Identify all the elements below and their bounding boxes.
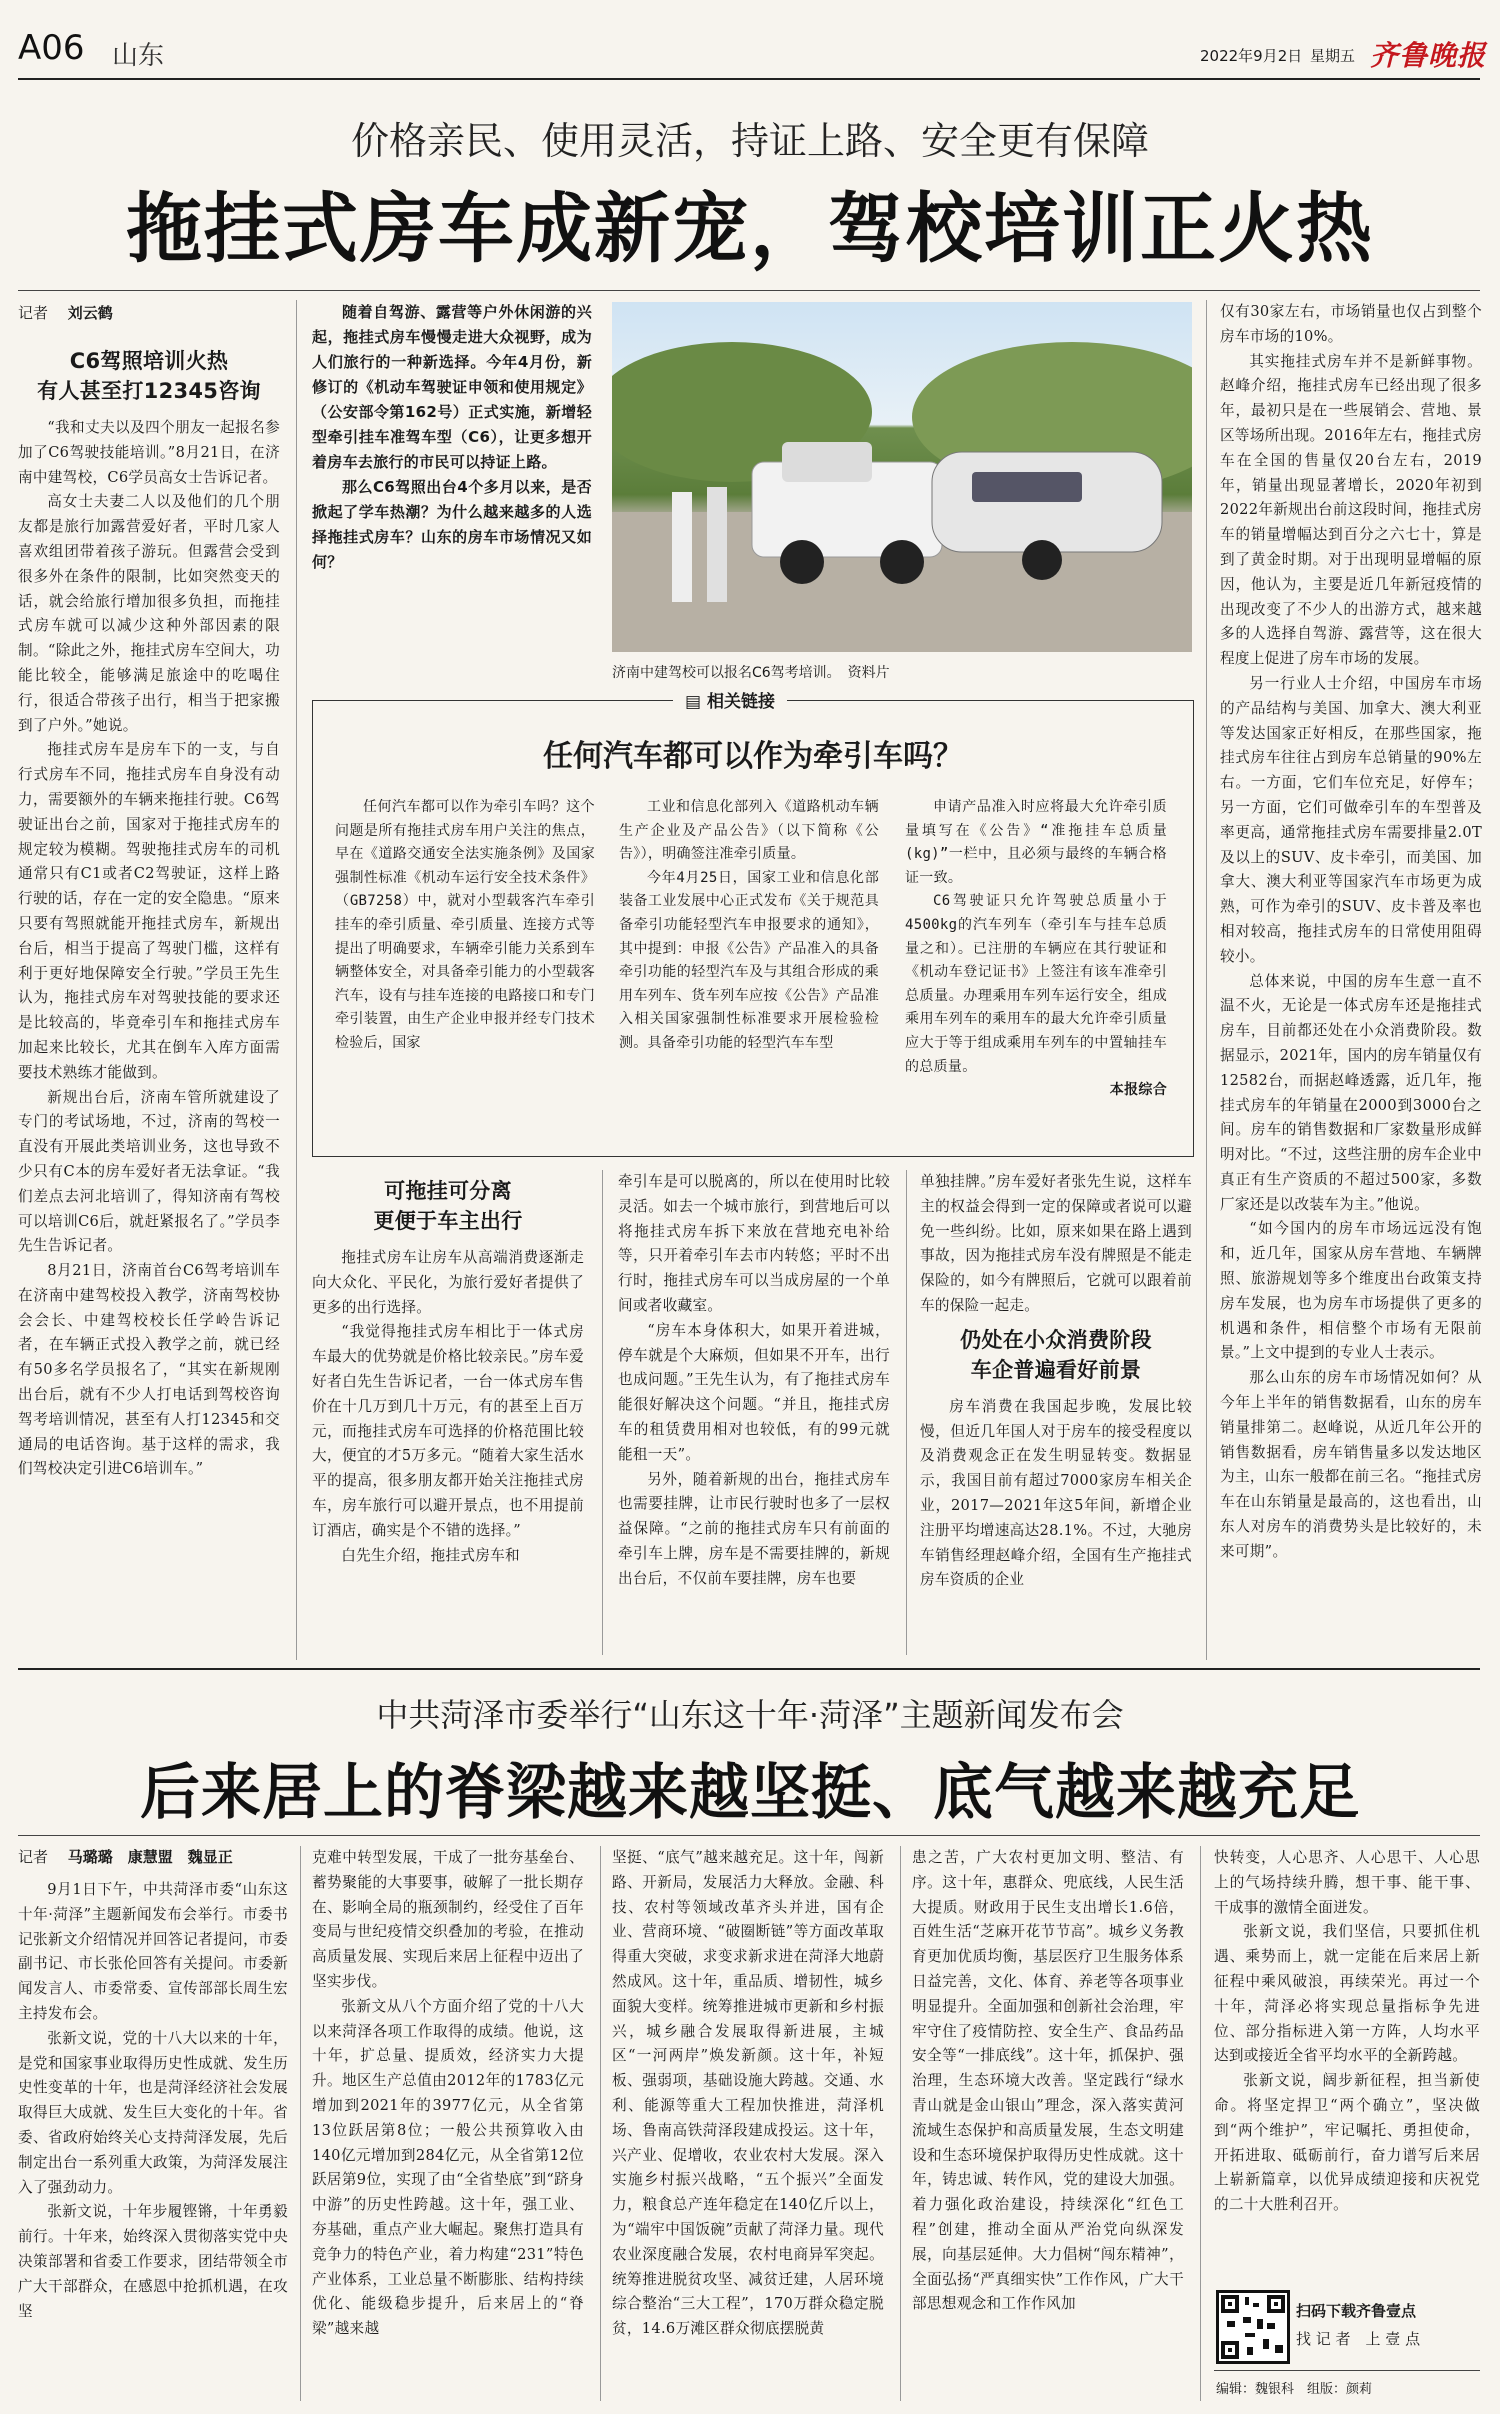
story1-column-3 (618, 1170, 890, 1655)
lead-paragraph: 随着自驾游、露营等户外休闲游的兴起，拖挂式房车慢慢走进大众视野，成为人们旅行的一种新选择。今年4月份，新修订的《机动车驾驶证申领和使用规定》（公安部令第162号）正式实施，新增轻型牵引挂车准驾车型（C6），让更多想开着房车去旅行的市民可以持证上路。 (312, 303, 592, 471)
paragraph: 牵引车是可以脱离的，所以在使用时比较灵活。如去一个城市旅行，到营地后可以将拖挂式房车拆下来放在营地充电补给等，只开着牵引车去市内转悠；平时不出行时，拖挂式房车可以当成房屋的一个单间或者收藏室。 (618, 1173, 890, 1314)
related-paragraph: 今年4月25日，国家工业和信息化部装备工业发展中心正式发布《关于规范具备牵引功能轻型汽车申报要求的通知》，其中提到：申报《公告》产品准入的具备牵引功能的轻型汽车及与其组合形成的乘用车列车、货车列车应按《公告》产品准入相关国家强制性标准要求开展检验检测。具备牵引功能的轻型汽车车型 (619, 869, 879, 1051)
story2-column-3 (612, 1846, 884, 2401)
page-code: A06 (18, 28, 85, 68)
paragraph: 单独挂牌。”房车爱好者张先生说，这样车主的权益会得到一定的保障或者说可以避免一些纠纷。比如，原来如果在路上遇到事故，因为拖挂式房车没有牌照是不能走保险的，如今有牌照后，它就可以跟着前车的保险一起走。 (920, 1173, 1192, 1314)
related-col-1 (335, 796, 595, 1146)
issue-date: 2022年9月2日 (1200, 47, 1303, 65)
paragraph: 克难中转型发展，干成了一批夯基垒台、蓄势聚能的大事要事，破解了一批长期存在、影响全局的瓶颈制约，经受住了百年变局与世纪疫情交织叠加的考验，在推动高质量发展、实现后来居上征程中迈出了坚实步伐。 (312, 1849, 584, 1990)
story2-column-5 (1214, 1846, 1480, 2266)
headline-rule (18, 1835, 1480, 1836)
related-paragraph: 工业和信息化部列入《道路机动车辆生产企业及产品公告》（以下简称《公告》），明确签注准牵引质量。 (619, 799, 879, 863)
paragraph: 仅有30家左右，市场销量也仅占到整个房车市场的10%。 (1220, 303, 1482, 345)
related-label-text: 相关链接 (706, 692, 775, 712)
byline-name: 刘云鹤 (67, 304, 113, 322)
qr-text-2: 找 记 者 上 壹 点 (1296, 2330, 1421, 2348)
paragraph: 张新文从八个方面介绍了党的十八大以来菏泽各项工作取得的成绩。他说，这十年，扩总量、提质效，经济实力大提升。地区生产总值由2012年的1783亿元增加到2021年的3977亿元，从全省第13位跃居第8位；一般公共预算收入由140亿元增加到284亿元，从全省第12位跃居第9位，实现了由“全省垫底”到“跻身中游”的历史性跨越。这十年，强工业、夯基础，重点产业大崛起。聚焦打造具有竞争力的特色产业，着力构建“231”特色产业体系，工业总量不断膨胀、结构持续优化、能级稳步提升，后来居上的“脊梁”越来越 (312, 1997, 584, 2338)
paragraph: 9月1日下午，中共菏泽市委“山东这十年·菏泽”主题新闻发布会举行。市委书记张新文介绍情况并回答记者提问，市委副书记、市长张伦回答有关提问。市委新闻发言人、市委常委、宣传部部长周生宏主持发布会。 (18, 1881, 288, 2022)
paragraph: 坚挺、“底气”越来越充足。这十年，闯新路、开新局，发展活力大释放。金融、科技、农村等领域改革齐头并进，国有企业、营商环境、“破圈断链”等方面改革取得重大突破，求变求新求进在菏泽大地蔚然成风。这十年，重品质、增韧性，城乡面貌大变样。统筹推进城市更新和乡村振兴，城乡融合发展取得新进展，主城区“一河两岸”焕发新颜。这十年，补短板、强弱项，基础设施大跨越。交通、水利、能源等重大工程加快推进，菏泽机场、鲁南高铁菏泽段建成投运。这十年，兴产业、促增收，农业农村大发展。深入实施乡村振兴战略，“五个振兴”全面发力，粮食总产连年稳定在140亿斤以上，为“端牢中国饭碗”贡献了菏泽力量。现代农业深度融合发展，农村电商异军突起。统筹推进脱贫攻坚、减贫迁建，人居环境综合整治“三大工程”，170万群众稳定脱贫，14.6万滩区群众彻底摆脱黄 (612, 1849, 884, 2338)
story2-column-1 (18, 1878, 288, 2398)
link-icon: ▤ (685, 692, 702, 712)
section-name: 山东 (112, 41, 165, 71)
paragraph: 8月21日，济南首台C6驾考培训车在济南中建驾校投入教学，济南驾校协会会长、中建驾校校长任学岭告诉记者，在车辆正式投入教学之前，就已经有50多名学员报名了，“其实在新规刚出台后，就有不少人打电话到驾校咨询驾考培训情况，甚至有人打12345和交通局的电话咨询。基于这样的需求，我们驾校决定引进C6培训车。” (18, 1262, 280, 1478)
driving-school-photo (612, 302, 1192, 652)
story1-column-5 (1220, 300, 1482, 1655)
story1-headline: 拖挂式房车成新宠，驾校培训正火热 (126, 184, 1374, 273)
related-paragraph: C6驾驶证只允许驾驶总质量小于4500kg的汽车列车（牵引车与挂车总质量之和）。已注册的车辆应在其行驶证和《机动车登记证书》上签注有该车准牵引总质量。办理乘用车列车运行安全，组成乘用车列车的乘用车的最大允许牵引质量应大于等于组成乘用车列车的中置轴挂车的总质量。 (905, 893, 1167, 1075)
paragraph: 另外，随着新规的出台，拖挂式房车也需要挂牌，让市民行驶时也多了一层权益保障。“之前的拖挂式房车只有前面的牵引车上牌，房车是不需要挂牌的，新规出台后，不仅前车要挂牌，房车也要 (618, 1470, 890, 1587)
related-col-2 (619, 796, 879, 1146)
paragraph: “我和丈夫以及四个朋友一起报名参加了C6驾驶技能培训。”8月21日，在济南中建驾校，C6学员高女士告诉记者。 (18, 419, 280, 486)
paragraph: 白先生介绍，拖挂式房车和 (341, 1546, 520, 1564)
related-credit: 本报综合 (1109, 1082, 1167, 1099)
column-divider (300, 1846, 301, 2401)
related-title: 任何汽车都可以作为牵引车吗？ (543, 739, 963, 774)
story1-column-2 (312, 1170, 584, 1655)
related-paragraph: 任何汽车都可以作为牵引车吗？这个问题是所有拖挂式房车用户关注的焦点，早在《道路交通安全法实施条例》及国家强制性标准《机动车运行安全技术条件》（GB7258）中，就对小型载客汽车牵引挂车的牵引质量、牵引质量、连接方式等提出了明确要求，车辆牵引能力关系到车辆整体安全，对具备牵引能力的小型载客汽车，设有与挂车连接的电路接口和专门牵引装置，由生产企业申报并经专门技术检验后，国家 (335, 799, 595, 1051)
photo-caption: 济南中建驾校可以报名C6驾考培训。 资料片 (612, 665, 890, 681)
paragraph: 张新文说，阔步新征程，担当新使命。将坚定捍卫“两个确立”，坚决做到“两个维护”，牢记嘱托、勇担使命，开拓进取、砥砺前行，奋力谱写后来居上崭新篇章，以优异成绩迎接和庆祝党的二十大胜利召开。 (1214, 2072, 1480, 2214)
story2-headline: 后来居上的脊梁越来越坚挺、底气越来越充足 (140, 1758, 1360, 1828)
related-link-box (312, 692, 1194, 1157)
paragraph: 张新文说，我们坚信，只要抓住机遇、乘势而上，就一定能在后来居上新征程中乘风破浪，再续荣光。再过一个十年，菏泽必将实现总量指标争先进位、部分指标进入第一方阵，人均水平达到或接近全省平均水平的全新跨越。 (1214, 1923, 1480, 2065)
column-divider (900, 1846, 901, 2401)
related-col-3 (905, 796, 1167, 1146)
story2-column-2 (312, 1846, 584, 2401)
paragraph: 拖挂式房车是房车下的一支，与自行式房车不同，拖挂式房车自身没有动力，需要额外的车辆来拖挂行驶。C6驾驶证出台之前，国家对于拖挂式房车的规定较为模糊。驾驶拖挂式房车的司机通常只有C1或者C2驾驶证，这样上路行驶的话，存在一定的安全隐患。“原来只要有驾照就能开拖挂式房车，新规出台后，相当于提高了驾驶门槛，这样有利于更好地保障安全行驶。”学员王先生认为，拖挂式房车对驾驶技能的要求还是比较高的，毕竟牵引车和拖挂式房车加起来比较长，尤其在倒车入库方面需要技术熟练才能做到。 (18, 741, 280, 1081)
headline-rule (18, 290, 1480, 291)
paragraph: 快转变，人心思齐、人心思干、人心思上的气场持续升腾，想干事、能干事、干成事的激情全面迸发。 (1214, 1849, 1480, 1916)
paragraph: 患之苦，广大农村更加文明、整洁、有序。这十年，惠群众、兜底线，人民生活大提质。财政用于民生支出增长1.6倍，百姓生活“芝麻开花节节高”。城乡义务教育更加优质均衡，基层医疗卫生服务体系日益完善，文化、体育、养老等各项事业明显提升。全面加强和创新社会治理，牢牢守住了疫情防控、安全生产、食品药品安全等“一排底线”。这十年，抓保护、强治理，生态环境大改善。坚定践行“绿水青山就是金山银山”理念，深入落实黄河流域生态保护和高质量发展，生态文明建设和生态环境保护取得历史性成就。这十年，铸忠诚、转作风，党的建设大加强。着力强化政治建设，持续深化“红色工程”创建，推动全面从严治党向纵深发展，向基层延伸。大力倡树“闯东精神”，全面弘扬“严真细实快”工作作风，广大干部思想观念和工作作风加 (912, 1849, 1184, 2313)
column-divider (296, 300, 297, 1660)
paragraph: 张新文说，十年步履铿锵，十年勇毅前行。十年来，始终深入贯彻落实党中央决策部署和省委工作要求，团结带领全市广大干部群众，在感恩中抢抓机遇，在攻坚 (18, 2203, 288, 2320)
footer-rule (1214, 2370, 1480, 2371)
column-divider (602, 1170, 603, 1655)
subhead-c6-training: C6驾照培训火热 有人甚至打12345咨询 (37, 349, 261, 403)
related-paragraph: 申请产品准入时应将最大允许牵引质量填写在《公告》“准拖挂车总质量(kg)”一栏中，且必须与最终的车辆合格证一致。 (905, 799, 1167, 886)
rv-trailer-image (612, 302, 1192, 652)
story1-lead (312, 300, 592, 700)
column-divider (600, 1846, 601, 2401)
paragraph: 另一行业人士介绍，中国房车市场的产品结构与美国、加拿大、澳大利亚等发达国家正好相反，在那些国家，拖挂式房车往往占到房车总销量的90%左右。一方面，它们车位充足，好停车；另一方面，它们可做牵引车的车型普及率更高，通常拖挂式房车需要排量2.0T及以上的SUV、皮卡牵引，而美国、加拿大、澳大利亚等国家汽车市场更为成熟，可作为牵引的SUV、皮卡普及率也相对较高，拖挂式房车的日常使用阻碍较小。 (1220, 674, 1482, 965)
paragraph: “如今国内的房车市场远远没有饱和，近几年，国家从房车营地、车辆牌照、旅游规划等多个维度出台政策支持房车发展，也为房车市场提供了更多的机遇和条件，相信整个市场有无限前景。”上文中提到的专业人士表示。 (1220, 1220, 1482, 1362)
story1-byline (18, 302, 113, 323)
story2-column-4 (912, 1846, 1184, 2401)
paper-logo: 齐鲁晚报 (1370, 39, 1487, 72)
related-label (673, 687, 787, 712)
paragraph: “房车本身体积大，如果开着进城，停车就是个大麻烦，但如果不开车，出行也成问题。”王先生认为，有了拖挂式房车能很好解决这个问题。“并且，拖挂式房车的租赁费用相对也较低，有的99元就能租一天”。 (618, 1321, 890, 1463)
byline-label: 记者 (18, 304, 49, 322)
story-divider (18, 1668, 1480, 1670)
paragraph: 张新文说，党的十八大以来的十年，是党和国家事业取得历史性成就、发生历史性变革的十年，也是菏泽经济社会发展取得巨大成就、发生巨大变化的十年。省委、省政府始终关心支持菏泽发展，先后制定出台一系列重大政策，为菏泽发展注入了强劲动力。 (18, 2029, 288, 2196)
qr-code[interactable] (1216, 2290, 1290, 2364)
column-divider (1206, 300, 1207, 1660)
column-divider (1200, 1846, 1201, 2401)
byline-names: 马璐璐 康慧盟 魏显正 (67, 1848, 233, 1866)
paragraph: 高女士夫妻二人以及他们的几个朋友都是旅行加露营爱好者，平时几家人喜欢组团带着孩子游玩。但露营会受到很多外在条件的限制，比如突然变天的话，就会给旅行增加很多负担，而拖挂式房车就可以减少这种外部因素的限制。“除此之外，拖挂式房车空间大，功能比较全，能够满足旅途中的吃喝住行，很适合带孩子出行，相当于把家搬到了户外。”她说。 (18, 493, 280, 734)
subhead-niche-market: 仍处在小众消费阶段 车企普遍看好前景 (960, 1327, 1152, 1382)
editor-credit: 编辑：魏银科 组版：颜莉 (1216, 2382, 1373, 2397)
paragraph: 房车消费在我国起步晚，发展比较慢，但近几年国人对于房车的接受程度以及消费观念正在发生明显转变。数据显示，我国目前有超过7000家房车相关企业，2017—2021年这5年间，新增企业注册平均增速高达28.1%。不过，大驰房车销售经理赵峰介绍，全国有生产拖挂式房车资质的企业 (920, 1397, 1192, 1589)
story1-column-1 (18, 340, 280, 1650)
story1-kicker: 价格亲民、使用灵活，持证上路、安全更有保障 (350, 119, 1149, 163)
story2-kicker: 中共菏泽市委举行“山东这十年·菏泽”主题新闻发布会 (376, 1696, 1124, 1734)
paragraph: 那么山东的房车市场情况如何？从今年上半年的销售数据看，山东的房车销量排第二。赵峰说，从近几年公开的销售数据看，房车销售量多以发达地区为主，山东一般都在前三名。“拖挂式房车在山东销量是最高的，这也看出，山东人对房车的消费势头是比较好的，未来可期”。 (1220, 1369, 1482, 1560)
story1-column-4 (920, 1170, 1192, 1655)
paragraph: 总体来说，中国的房车生意一直不温不火，无论是一体式房车还是拖挂式房车，目前都还处在小众消费阶段。数据显示，2021年，国内的房车销量仅有12582台，而据赵峰透露，近几年，拖挂式房车的年销量在2000到3000台之间。房车的销售数据和厂家数量形成鲜明对比。“不过，这些注册的房车企业中真正有生产资质的不超过500家，多数厂家还是以改装车为主。”他说。 (1220, 972, 1482, 1213)
paragraph: 其实拖挂式房车并不是新鲜事物。赵峰介绍，拖挂式房车已经出现了很多年，最初只是在一些展销会、营地、景区等场所出现。2016年左右，拖挂式房车在全国的售量仅20台左右，2019年，销量出现显著增长，2020年初到2022年新规出台前这段时间，拖挂式房车的销量增幅达到百分之六七十，算是到了黄金时期。对于出现明显增幅的原因，他认为，主要是近几年新冠疫情的出现改变了不少人的出游方式，越来越多的人选择自驾游、露营等，这在很大程度上促进了房车市场的发展。 (1220, 352, 1482, 668)
paragraph: 拖挂式房车让房车从高端消费逐渐走向大众化、平民化，为旅行爱好者提供了更多的出行选择。 (312, 1249, 584, 1316)
qr-code-icon (1219, 2293, 1287, 2361)
lead-paragraph: 那么C6驾照出台4个多月以来，是否掀起了学车热潮？为什么越来越多的人选择拖挂式房车？山东的房车市场情况又如何？ (312, 478, 592, 571)
header-rule (18, 78, 1480, 80)
subhead-detachable: 可拖挂可分离 更便于车主出行 (373, 1179, 523, 1233)
qr-text-1: 扫码下载齐鲁壹点 (1296, 2302, 1417, 2320)
paragraph: 新规出台后，济南车管所就建设了专门的考试场地，不过，济南的驾校一直没有开展此类培训业务，这也导致不少只有C本的房车爱好者无法拿证。“我们差点去河北培训了，得知济南有驾校可以培训C6后，就赶紧报名了。”学员李先生告诉记者。 (18, 1088, 280, 1255)
column-divider (906, 1170, 907, 1655)
byline-label: 记者 (18, 1848, 49, 1866)
issue-weekday: 星期五 (1310, 47, 1356, 65)
story2-byline (18, 1846, 233, 1867)
paragraph: “我觉得拖挂式房车相比于一体式房车最大的优势就是价格比较亲民。”房车爱好者白先生告诉记者，一台一体式房车售价在十几万到几十万元，有的甚至上百万元，而拖挂式房车可选择的价格范围比较大，便宜的才5万多元。“随着大家生活水平的提高，很多朋友都开始关注拖挂式房车，房车旅行可以避开景点，也不用提前订酒店，确实是个不错的选择。” (312, 1323, 584, 1539)
